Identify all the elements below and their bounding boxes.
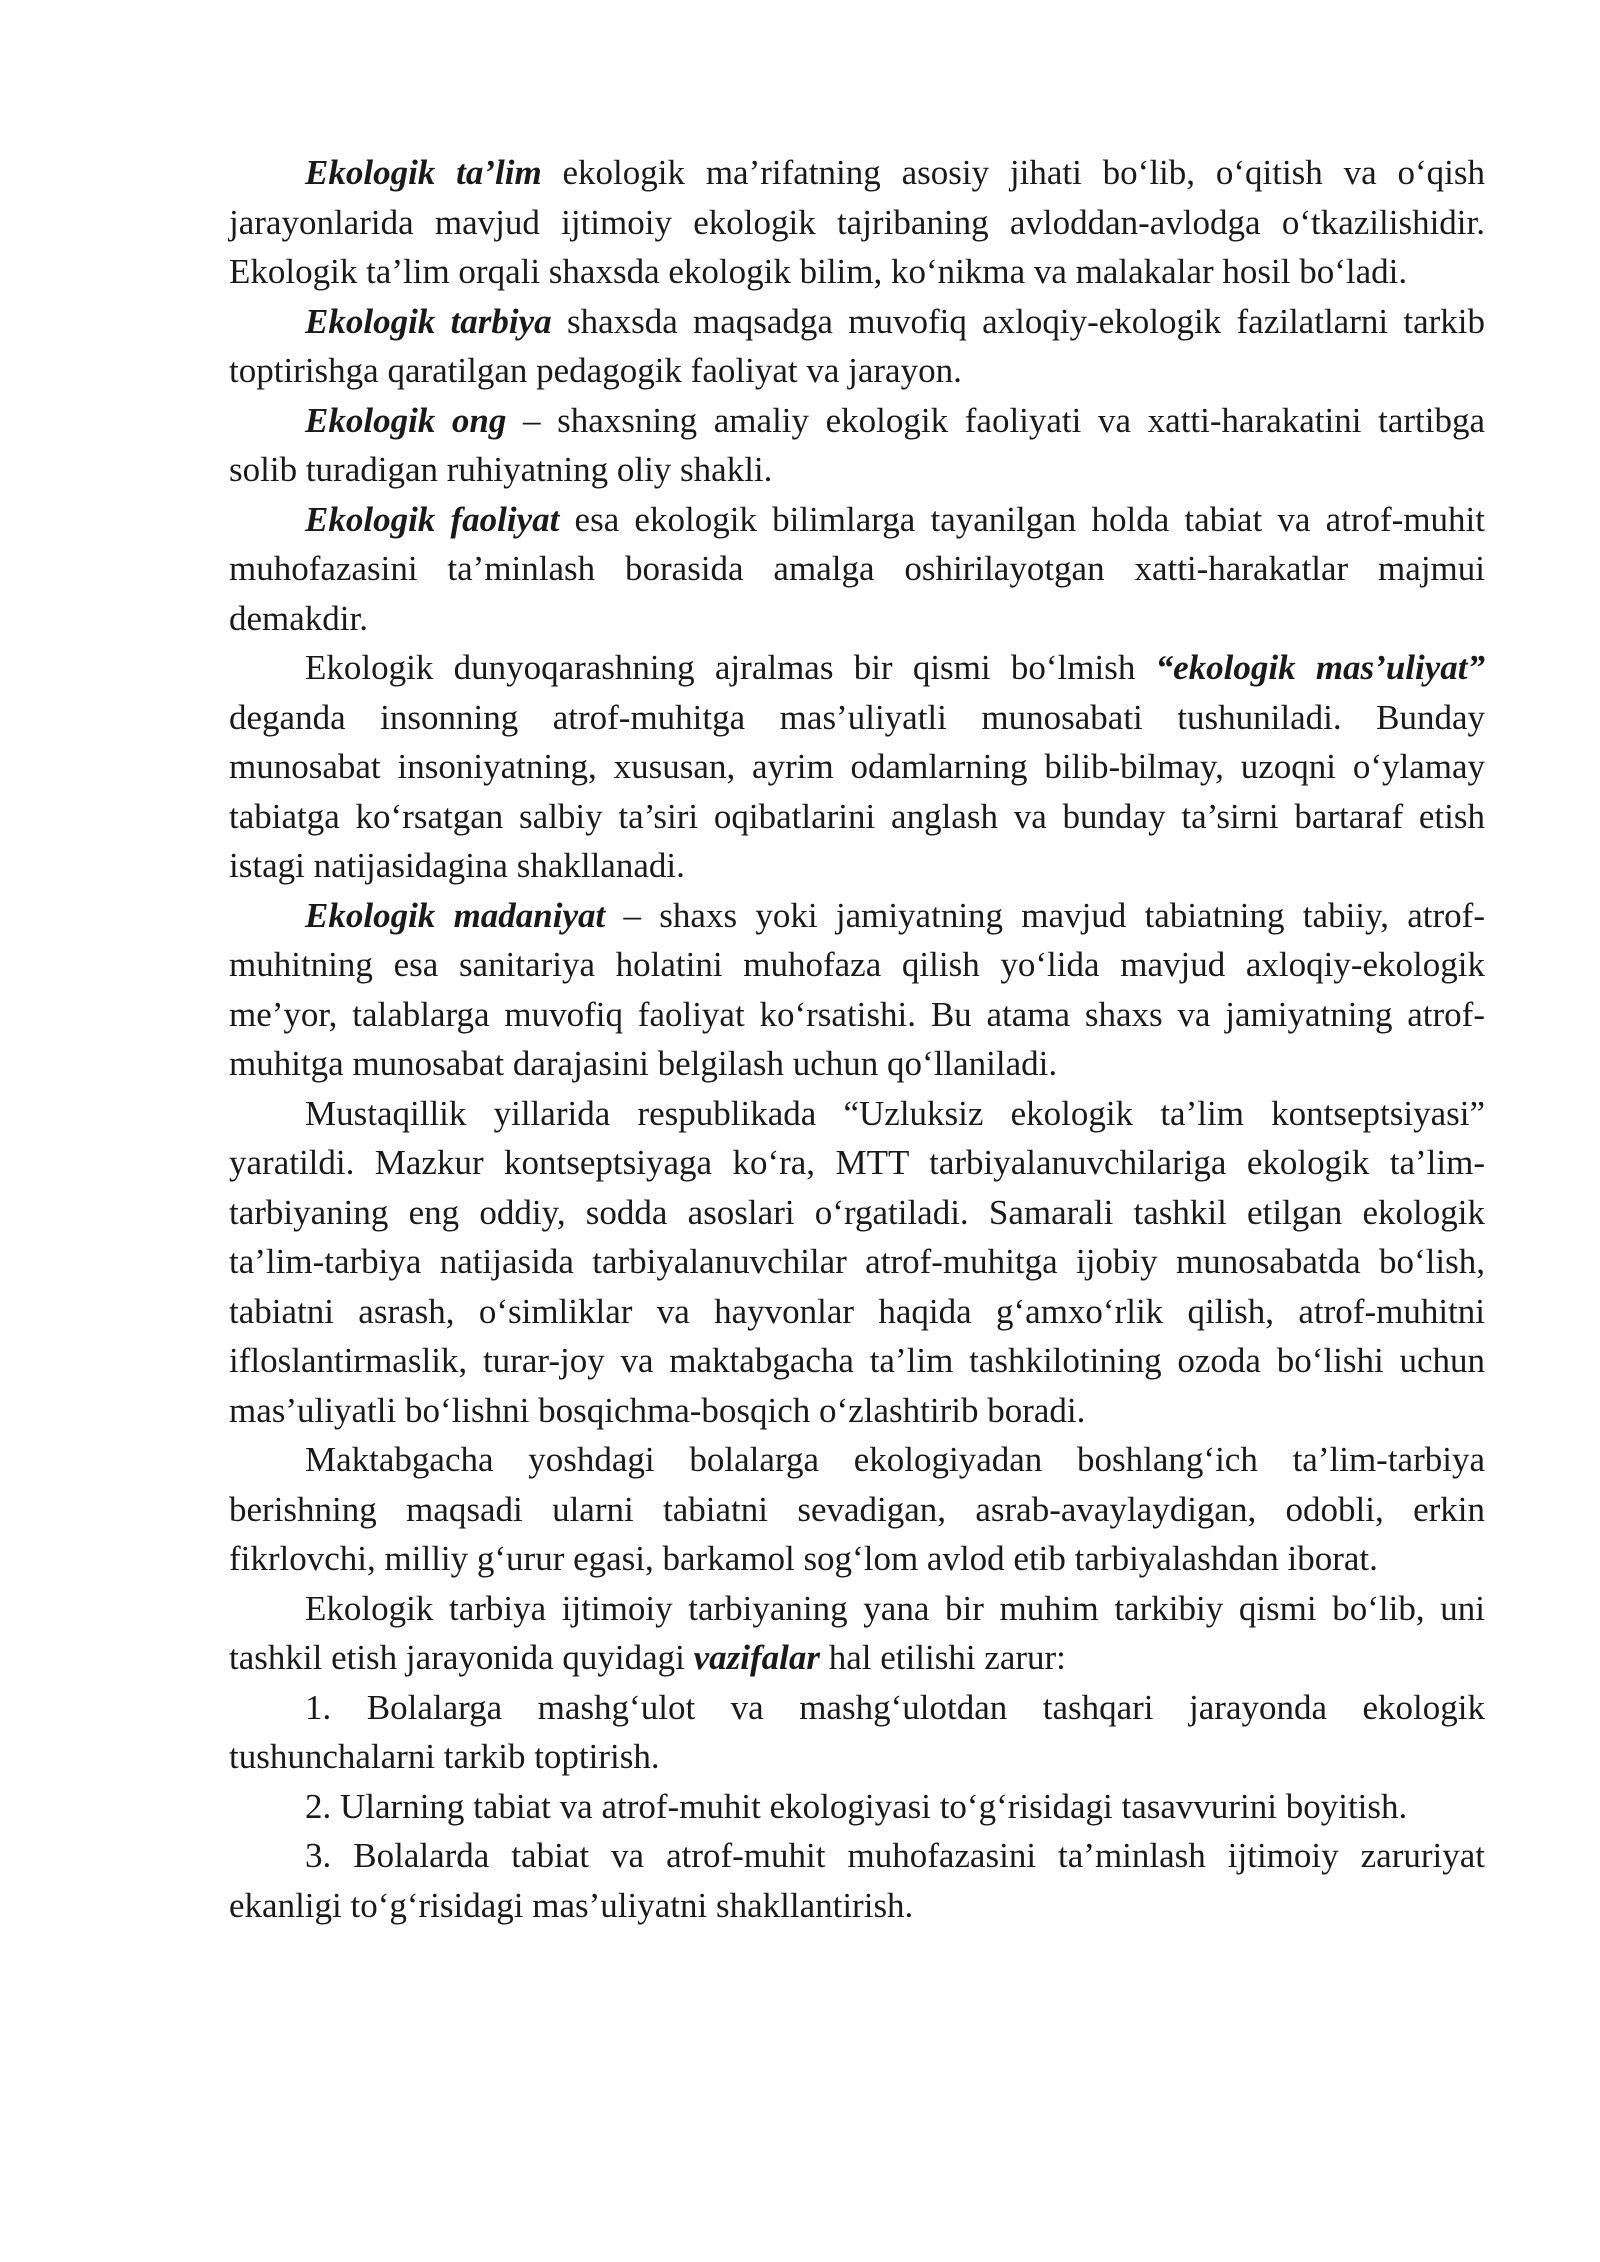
term-emphasis: Ekologik tarbiya xyxy=(305,301,552,341)
paragraph-text: 3. Bolalarda tabiat va atrof-muhit muhofazasini ta’minlash ijtimoiy zaruriyat ekanligi to‘g‘risidagi mas’uliyatni shakllantirish. xyxy=(229,1836,1485,1925)
paragraph xyxy=(229,297,1485,396)
paragraph xyxy=(229,396,1485,495)
paragraph xyxy=(229,148,1485,297)
paragraph-text: hal etilishi zarur: xyxy=(820,1638,1066,1677)
paragraph-text: – shaxsning amaliy ekologik faoliyati va xatti-harakatini tartibga solib turadigan ruhiyatning oliy shakli. xyxy=(229,400,1485,489)
document-page xyxy=(229,148,1485,1930)
paragraph-text: Maktabgacha yoshdagi bolalarga ekologiyadan boshlang‘ich ta’lim-tarbiya berishning maqsadi ularni tabiatni sevadigan, asrab-avaylaydigan, odobli, erkin fikrlovchi, milliy g‘urur egasi, barkamol sog‘lom avlod etib tarbiyalashdan iborat. xyxy=(229,1440,1485,1578)
term-emphasis: Ekologik madaniyat xyxy=(305,895,606,935)
paragraph xyxy=(229,1782,1485,1832)
paragraph-text: Mustaqillik yillarida respublikada “Uzluksiz ekologik ta’lim kontseptsiyasi” yaratildi. Mazkur kontseptsiyaga ko‘ra, MTT tarbiyalanuvchilariga ekologik ta’lim-tarbiyaning eng oddiy, sodda asoslari o‘rgatiladi. Samarali tashkil etilgan ekologik ta’lim-tarbiya natijasida tarbiyalanuvchilar atrof-muhitga ijobiy munosabatda bo‘lish, tabiatni asrash, o‘simliklar va hayvonlar haqida g‘amxo‘rlik qilish, atrof-muhitni ifloslantirmaslik, turar-joy va maktabgacha ta’lim tashkilotining ozoda bo‘lishi uchun mas’uliyatli bo‘lishni bosqichma-bosqich o‘zlashtirib boradi. xyxy=(229,1093,1485,1430)
paragraph xyxy=(229,1089,1485,1436)
term-emphasis: Ekologik faoliyat xyxy=(305,499,560,539)
term-emphasis: Ekologik ong xyxy=(305,400,507,440)
paragraph xyxy=(229,1435,1485,1584)
paragraph xyxy=(229,495,1485,644)
paragraph-text: 2. Ularning tabiat va atrof-muhit ekologiyasi to‘g‘risidagi tasavvurini boyitish. xyxy=(305,1786,1408,1826)
paragraph-text: esa ekologik bilimlarga tayanilgan holda tabiat va atrof-muhit muhofazasini ta’minlash borasida amalga oshirilayotgan xatti-harakatlar majmui demakdir. xyxy=(229,499,1485,638)
paragraph xyxy=(229,891,1485,1089)
paragraph-text: Ekologik dunyoqarashning ajralmas bir qismi bo‘lmish xyxy=(305,648,1156,687)
paragraph xyxy=(229,1683,1485,1782)
paragraph-text: ekologik ma’rifatning asosiy jihati bo‘lib, o‘qitish va o‘qish jarayonlarida mavjud ijtimoiy ekologik tajribaning avloddan-avlodga o‘tkazilishidir. Ekologik ta’lim orqali shaxsda ekologik bilim, ko‘nikma va malakalar hosil bo‘ladi. xyxy=(229,153,1485,291)
paragraph xyxy=(229,1584,1485,1683)
paragraph xyxy=(229,643,1485,891)
paragraph-text: – shaxs yoki jamiyatning mavjud tabiatning tabiiy, atrof-muhitning esa sanitariya holatini muhofaza qilish yo‘lida mavjud axloqiy-ekologik me’yor, talablarga muvofiq faoliyat ko‘rsatishi. Bu atama shaxs va jamiyatning atrof-muhitga munosabat darajasini belgilash uchun qo‘llaniladi. xyxy=(229,895,1485,1083)
term-emphasis: “ekologik mas’uliyat” xyxy=(1155,648,1486,687)
paragraph-text: Ekologik tarbiya ijtimoiy tarbiyaning yana bir muhim tarkibiy qismi bo‘lib, uni tashkil etish jarayonida quyidagi xyxy=(229,1588,1485,1677)
paragraph-text: shaxsda maqsadga muvofiq axloqiy-ekologik fazilatlarni tarkib toptirishga qaratilgan pedagogik faoliyat va jarayon. xyxy=(229,301,1485,390)
paragraph-text: 1. Bolalarga mashg‘ulot va mashg‘ulotdan tashqari jarayonda ekologik tushunchalarni tarkib toptirish. xyxy=(229,1687,1485,1776)
paragraph-text: deganda insonning atrof-muhitga mas’uliyatli munosabati tushuniladi. Bunday munosabat insoniyatning, xususan, ayrim odamlarning bilib-bilmay, uzoqni o‘ylamay tabiatga ko‘rsatgan salbiy ta’siri oqibatlarini anglash va bunday ta’sirni bartaraf etish istagi natijasidagina shakllanadi. xyxy=(229,697,1485,885)
paragraph xyxy=(229,1831,1485,1930)
term-emphasis: vazifalar xyxy=(693,1638,821,1677)
term-emphasis: Ekologik ta’lim xyxy=(305,153,542,192)
